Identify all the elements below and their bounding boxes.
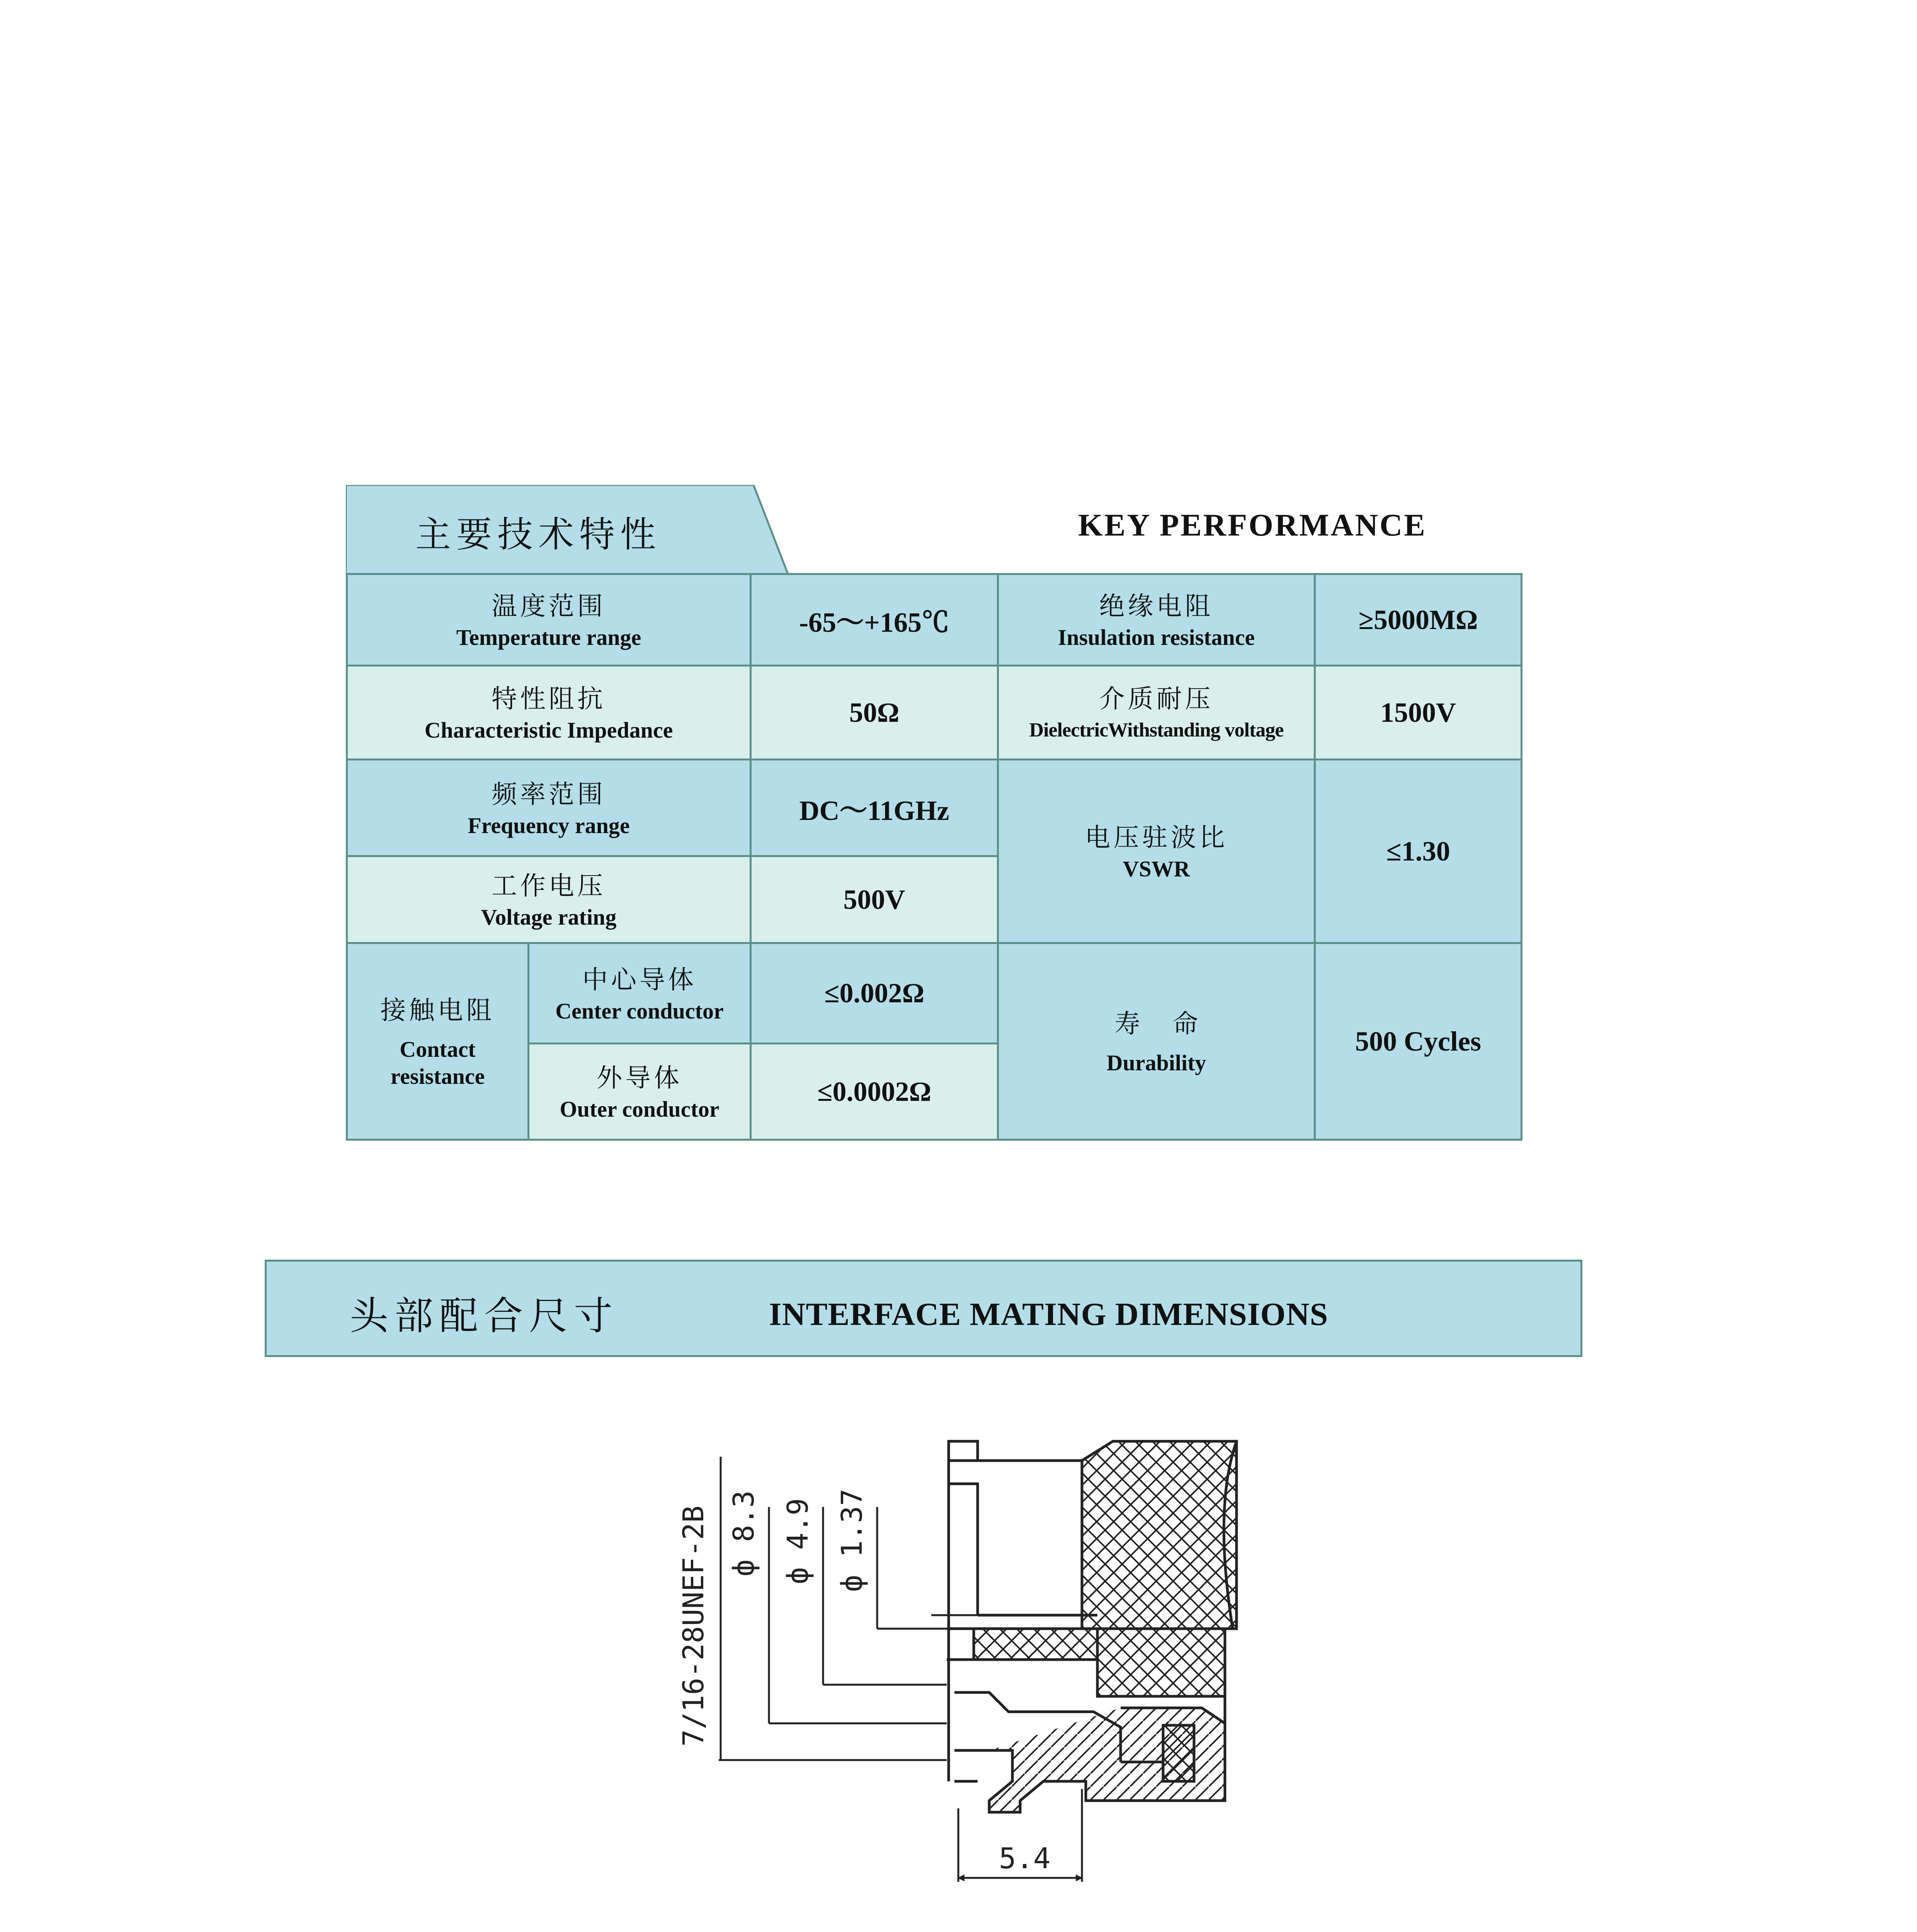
voltage-value: 500V <box>751 856 998 943</box>
center-conductor-label-en: Center conductor <box>555 998 724 1024</box>
contact-label-cn: 接触电阻 <box>380 995 495 1025</box>
female-thread-label: 7/16-28UNEF-2B <box>677 1505 710 1747</box>
vswr-label-cn: 电压驻波比 <box>1085 823 1228 852</box>
outer-conductor-value: ≤0.0002Ω <box>751 1044 998 1140</box>
temperature-label-cn: 温度范围 <box>492 591 606 621</box>
impedance-label-cn: 特性阻抗 <box>492 684 606 714</box>
frequency-value: DC～11GHz <box>751 760 998 856</box>
dielectric-value: 1500V <box>1315 666 1522 760</box>
interface-title-en: INTERFACE MATING DIMENSIONS <box>769 1296 1328 1332</box>
female-dia-2-label: ф 4.9 <box>781 1498 815 1584</box>
dielectric-label-en: DielectricWithstanding voltage <box>1029 719 1284 741</box>
impedance-label-en: Characteristic Impedance <box>424 718 673 743</box>
interface-title-cn: 头部配合尺寸 <box>350 1293 619 1338</box>
temperature-label-en: Temperature range <box>456 625 641 650</box>
contact-label-en-2: resistance <box>390 1064 485 1089</box>
insulation-value: ≥5000MΩ <box>1315 574 1522 666</box>
female-length-label: 5.4 <box>999 1842 1051 1875</box>
insulation-label-cn: 绝缘电阻 <box>1099 591 1214 621</box>
durability-label-cn: 寿 命 <box>1114 1009 1198 1039</box>
key-performance-title-en: KEY PERFORMANCE <box>1078 507 1427 543</box>
voltage-label-cn: 工作电压 <box>492 871 606 901</box>
vswr-label-en: VSWR <box>1123 856 1190 881</box>
center-conductor-value: ≤0.002Ω <box>751 943 998 1044</box>
voltage-label-en: Voltage rating <box>481 905 617 930</box>
key-performance-title-cn: 主要技术特性 <box>415 514 662 555</box>
female-connector-drawing <box>947 1441 1237 1812</box>
female-dia-1-label: ф 8.3 <box>727 1490 760 1577</box>
frequency-label-en: Frequency range <box>468 813 630 838</box>
female-dia-3-label: ф 1.37 <box>835 1488 869 1592</box>
frequency-label-cn: 频率范围 <box>492 779 606 809</box>
impedance-value: 50Ω <box>751 666 998 760</box>
outer-conductor-label-en: Outer conductor <box>560 1097 720 1122</box>
vswr-value: ≤1.30 <box>1315 760 1522 943</box>
insulation-label-en: Insulation resistance <box>1058 625 1255 650</box>
durability-label-en: Durability <box>1106 1050 1206 1075</box>
dielectric-label-cn: 介质耐压 <box>1099 684 1214 714</box>
outer-conductor-label-cn: 外导体 <box>597 1063 682 1093</box>
durability-value: 500 Cycles <box>1315 943 1522 1140</box>
center-conductor-label-cn: 中心导体 <box>582 964 697 995</box>
temperature-value: -65～+165℃ <box>751 574 998 666</box>
contact-label-en-1: Contact <box>400 1037 476 1062</box>
female-dimension-lines <box>719 1457 1082 1882</box>
